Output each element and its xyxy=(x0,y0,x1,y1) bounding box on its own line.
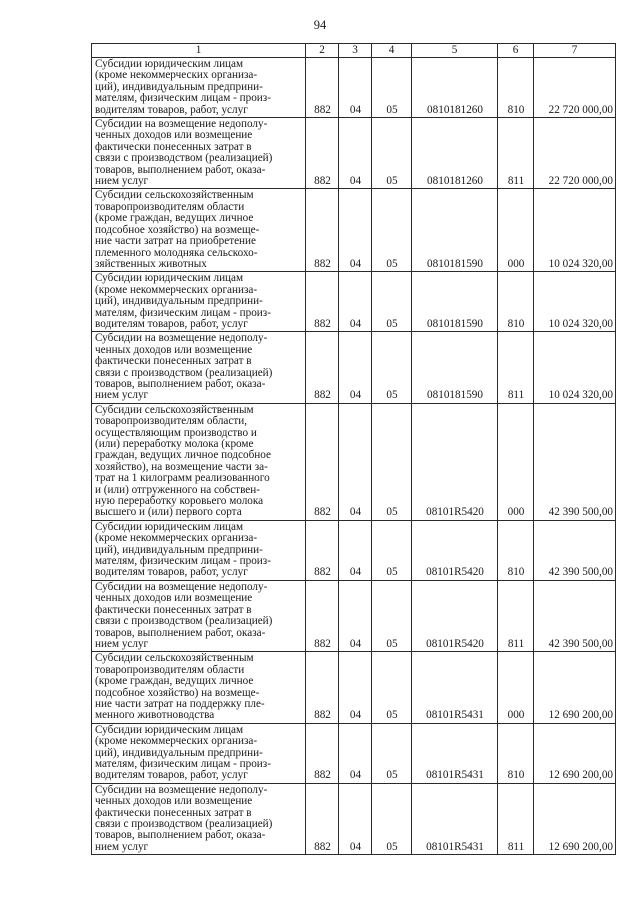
row-description xyxy=(92,403,306,520)
description-line: ченных доходов или возмещение xyxy=(95,343,253,356)
description-line: фактически понесенных затрат в xyxy=(95,355,252,368)
table-row xyxy=(92,783,616,854)
description-line: мателям, физическим лицам - произ- xyxy=(95,555,271,568)
description-line: Субсидии сельскохозяйственным xyxy=(95,652,254,665)
description-line: товаров, выполнением работ, оказа- xyxy=(95,163,266,176)
table-row xyxy=(92,189,616,272)
section-code-cell: 04 xyxy=(339,272,372,332)
expense-type-cell: 811 xyxy=(498,118,534,189)
description-line: водителям товаров, работ, услуг xyxy=(95,103,248,116)
description-line: Субсидии сельскохозяйственным xyxy=(95,189,254,202)
description-line: (или) переработку молока (кроме xyxy=(95,438,254,450)
section-code-cell: 04 xyxy=(339,723,372,783)
description-line: нием услуг xyxy=(95,840,149,853)
description-line: фактически понесенных затрат в xyxy=(95,140,252,153)
expense-type-cell: 810 xyxy=(498,723,534,783)
target-article-cell: 0810181260 xyxy=(412,58,498,118)
description-line: связи с производством (реализацией) xyxy=(95,818,273,830)
description-line: товаров, выполнением работ, оказа- xyxy=(95,377,266,390)
target-article-cell: 08101R5420 xyxy=(412,580,498,651)
description-line: граждан, ведущих личное подсобное xyxy=(95,449,271,462)
description-line: Субсидии на возмещение недополу- xyxy=(95,332,268,345)
description-line: Субсидии юридическим лицам xyxy=(95,723,244,736)
admin-code-cell: 882 xyxy=(306,272,339,332)
table-row xyxy=(92,332,616,403)
description-line: ченных доходов или возмещение xyxy=(95,592,253,605)
subsection-code-cell: 05 xyxy=(372,580,412,651)
description-line: мателям, физическим лицам - произ- xyxy=(95,92,271,105)
description-line: ций), индивидуальным предприни- xyxy=(95,543,263,556)
description-line: (кроме некоммерческих организа- xyxy=(95,69,258,82)
amount-cell: 22 720 000,00 xyxy=(534,58,616,118)
description-line: водителям товаров, работ, услуг xyxy=(95,566,248,579)
header-row xyxy=(92,44,616,58)
table-row xyxy=(92,118,616,189)
column-header: 1 xyxy=(92,44,306,58)
column-header: 5 xyxy=(412,44,498,58)
subsection-code-cell: 05 xyxy=(372,58,412,118)
description-line: водителям товаров, работ, услуг xyxy=(95,769,248,782)
target-article-cell: 08101R5420 xyxy=(412,520,498,580)
section-code-cell: 04 xyxy=(339,783,372,854)
amount-cell: 10 024 320,00 xyxy=(534,272,616,332)
expense-type-cell: 811 xyxy=(498,332,534,403)
description-line: водителям товаров, работ, услуг xyxy=(95,317,248,330)
description-line: (кроме некоммерческих организа- xyxy=(95,283,258,296)
description-line: ций), индивидуальным предприни- xyxy=(95,746,263,759)
row-description xyxy=(92,652,306,723)
expense-type-cell: 000 xyxy=(498,189,534,272)
section-code-cell: 04 xyxy=(339,520,372,580)
description-line: Субсидии юридическим лицам xyxy=(95,272,244,285)
description-line: подсобное хозяйство) на возмеще- xyxy=(95,686,260,699)
description-line: мателям, физическим лицам - произ- xyxy=(95,757,271,770)
description-line: менного животноводства xyxy=(95,709,215,722)
row-description xyxy=(92,580,306,651)
table-row xyxy=(92,520,616,580)
description-line: связи с производством (реализацией) xyxy=(95,152,273,165)
admin-code-cell: 882 xyxy=(306,189,339,272)
description-line: товаропроизводителям области, xyxy=(95,415,248,428)
subsection-code-cell: 05 xyxy=(372,118,412,189)
description-line: племенного молодняка сельскохо- xyxy=(95,246,258,259)
amount-cell: 42 390 500,00 xyxy=(534,403,616,520)
description-line: высшего и (или) первого сорта xyxy=(95,506,242,519)
table-row xyxy=(92,272,616,332)
admin-code-cell: 882 xyxy=(306,403,339,520)
description-line: (кроме граждан, ведущих личное xyxy=(95,675,254,688)
target-article-cell: 0810181260 xyxy=(412,118,498,189)
column-header: 3 xyxy=(339,44,372,58)
description-line: фактически понесенных затрат в xyxy=(95,603,252,616)
section-code-cell: 04 xyxy=(339,332,372,403)
description-line: Субсидии юридическим лицам xyxy=(95,58,244,70)
amount-cell: 10 024 320,00 xyxy=(534,332,616,403)
admin-code-cell: 882 xyxy=(306,58,339,118)
description-line: нием услуг xyxy=(95,637,149,650)
description-line: ченных доходов или возмещение xyxy=(95,795,253,808)
amount-cell: 12 690 200,00 xyxy=(534,723,616,783)
admin-code-cell: 882 xyxy=(306,332,339,403)
description-line: ние части затрат на приобретение xyxy=(95,235,257,248)
subsection-code-cell: 05 xyxy=(372,783,412,854)
row-description xyxy=(92,58,306,118)
description-line: нием услуг xyxy=(95,389,149,402)
description-line: товаропроизводителям области xyxy=(95,663,245,676)
expense-type-cell: 000 xyxy=(498,403,534,520)
row-description xyxy=(92,118,306,189)
row-description xyxy=(92,332,306,403)
table-row xyxy=(92,58,616,118)
description-line: товаров, выполнением работ, оказа- xyxy=(95,626,266,639)
description-line: (кроме некоммерческих организа- xyxy=(95,532,258,545)
budget-table xyxy=(91,43,616,855)
target-article-cell: 08101R5420 xyxy=(412,403,498,520)
description-line: нием услуг xyxy=(95,175,149,188)
page-number: 94 xyxy=(313,18,327,32)
description-line: ций), индивидуальным предприни- xyxy=(95,80,263,93)
description-line: ченных доходов или возмещение xyxy=(95,129,253,142)
description-line: трат на 1 килограмм реализованного xyxy=(95,472,270,485)
amount-cell: 42 390 500,00 xyxy=(534,580,616,651)
description-line: зяйственных животных xyxy=(95,257,207,270)
expense-type-cell: 000 xyxy=(498,652,534,723)
admin-code-cell: 882 xyxy=(306,520,339,580)
description-line: и (или) отгруженного на собствен- xyxy=(95,483,260,496)
description-line: фактически понесенных затрат в xyxy=(95,806,252,819)
row-description xyxy=(92,272,306,332)
target-article-cell: 0810181590 xyxy=(412,332,498,403)
description-line: Субсидии сельскохозяйственным xyxy=(95,403,254,416)
description-line: товаров, выполнением работ, оказа- xyxy=(95,829,266,842)
description-line: (кроме некоммерческих организа- xyxy=(95,735,258,748)
column-header: 4 xyxy=(372,44,412,58)
amount-cell: 42 390 500,00 xyxy=(534,520,616,580)
expense-type-cell: 811 xyxy=(498,580,534,651)
admin-code-cell: 882 xyxy=(306,723,339,783)
subsection-code-cell: 05 xyxy=(372,272,412,332)
admin-code-cell: 882 xyxy=(306,580,339,651)
expense-type-cell: 810 xyxy=(498,520,534,580)
description-line: мателям, физическим лицам - произ- xyxy=(95,306,271,319)
expense-type-cell: 810 xyxy=(498,58,534,118)
description-line: хозяйство), на возмещение части за- xyxy=(95,460,268,473)
section-code-cell: 04 xyxy=(339,580,372,651)
description-line: ций), индивидуальным предприни- xyxy=(95,295,263,308)
amount-cell: 10 024 320,00 xyxy=(534,189,616,272)
expense-type-cell: 811 xyxy=(498,783,534,854)
table-row xyxy=(92,652,616,723)
description-line: осуществляющим производство и xyxy=(95,426,257,439)
description-line: Субсидии на возмещение недополу- xyxy=(95,118,268,131)
subsection-code-cell: 05 xyxy=(372,723,412,783)
description-line: товаропроизводителям области xyxy=(95,200,245,213)
description-line: ную переработку коровьего молока xyxy=(95,495,264,508)
column-header: 6 xyxy=(498,44,534,58)
section-code-cell: 04 xyxy=(339,403,372,520)
description-line: ние части затрат на поддержку пле- xyxy=(95,697,265,710)
section-code-cell: 04 xyxy=(339,189,372,272)
amount-cell: 12 690 200,00 xyxy=(534,652,616,723)
target-article-cell: 0810181590 xyxy=(412,189,498,272)
subsection-code-cell: 05 xyxy=(372,189,412,272)
row-description xyxy=(92,189,306,272)
description-line: (кроме граждан, ведущих личное xyxy=(95,212,254,225)
row-description xyxy=(92,783,306,854)
amount-cell: 12 690 200,00 xyxy=(534,783,616,854)
section-code-cell: 04 xyxy=(339,58,372,118)
table-row xyxy=(92,723,616,783)
expense-type-cell: 810 xyxy=(498,272,534,332)
target-article-cell: 08101R5431 xyxy=(412,783,498,854)
column-header: 7 xyxy=(534,44,616,58)
section-code-cell: 04 xyxy=(339,652,372,723)
table-row xyxy=(92,580,616,651)
subsection-code-cell: 05 xyxy=(372,520,412,580)
target-article-cell: 08101R5431 xyxy=(412,652,498,723)
admin-code-cell: 882 xyxy=(306,118,339,189)
amount-cell: 22 720 000,00 xyxy=(534,118,616,189)
column-header: 2 xyxy=(306,44,339,58)
description-line: подсобное хозяйство) на возмеще- xyxy=(95,223,260,236)
description-line: связи с производством (реализацией) xyxy=(95,366,273,379)
description-line: Субсидии на возмещение недополу- xyxy=(95,580,268,593)
admin-code-cell: 882 xyxy=(306,783,339,854)
subsection-code-cell: 05 xyxy=(372,652,412,723)
target-article-cell: 0810181590 xyxy=(412,272,498,332)
description-line: Субсидии юридическим лицам xyxy=(95,520,244,533)
admin-code-cell: 882 xyxy=(306,652,339,723)
row-description xyxy=(92,520,306,580)
subsection-code-cell: 05 xyxy=(372,403,412,520)
section-code-cell: 04 xyxy=(339,118,372,189)
table-row xyxy=(92,403,616,520)
row-description xyxy=(92,723,306,783)
subsection-code-cell: 05 xyxy=(372,332,412,403)
description-line: связи с производством (реализацией) xyxy=(95,615,273,628)
description-line: Субсидии на возмещение недополу- xyxy=(95,783,268,796)
target-article-cell: 08101R5431 xyxy=(412,723,498,783)
